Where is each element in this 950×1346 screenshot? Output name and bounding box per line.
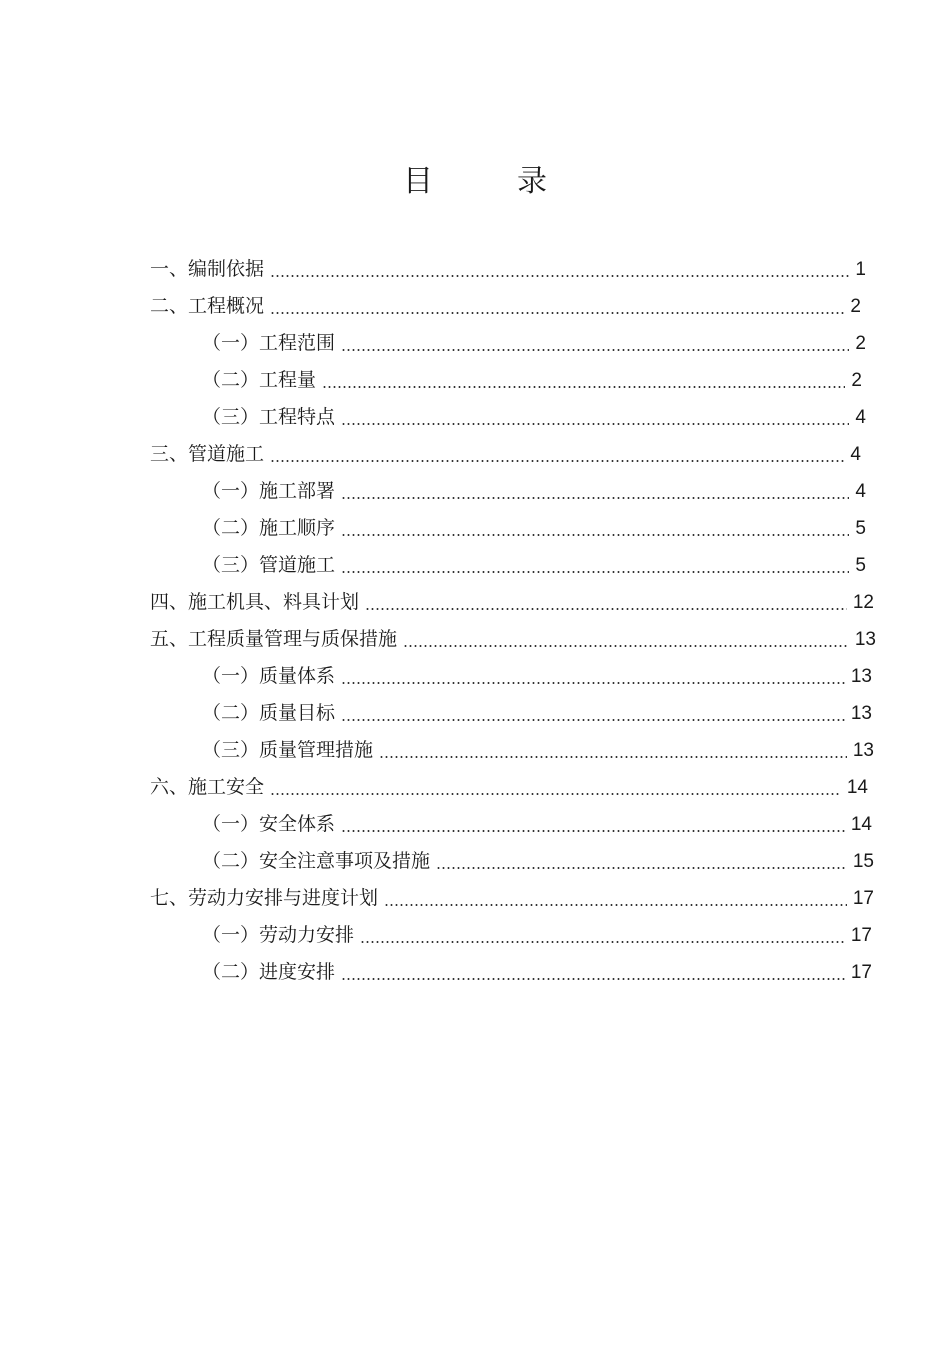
- toc-entry[interactable]: [0, 251, 950, 288]
- toc-entry-page: 5: [855, 518, 866, 539]
- toc-entry-page: 13: [854, 629, 876, 650]
- toc-entry-label: （三）管道施工: [202, 554, 336, 576]
- dot-leader: [360, 941, 845, 943]
- dot-leader: [341, 682, 845, 684]
- toc-entry-page: 17: [850, 962, 872, 983]
- toc-entry[interactable]: [0, 547, 950, 584]
- dot-leader: [270, 460, 844, 462]
- dot-leader: [341, 534, 849, 536]
- toc-entry[interactable]: [0, 288, 950, 325]
- toc-entry-page: 15: [852, 851, 874, 872]
- dot-leader: [341, 719, 845, 721]
- toc-entry[interactable]: [0, 362, 950, 399]
- toc-entry-label: 五、工程质量管理与质保措施: [150, 628, 398, 650]
- toc-entry-label: 一、编制依据: [150, 258, 265, 280]
- toc-entry-page: 14: [850, 814, 872, 835]
- toc-entry-label: 四、施工机具、料具计划: [150, 591, 360, 613]
- dot-leader: [365, 608, 847, 610]
- toc-heading-char-1: 目: [403, 164, 433, 199]
- toc-entry-label: （二）工程量: [202, 369, 317, 391]
- dot-leader: [270, 793, 841, 795]
- toc-entry-page: 2: [855, 333, 866, 354]
- toc-entry[interactable]: [0, 880, 950, 917]
- toc-entry-label: 二、工程概况: [150, 295, 265, 317]
- dot-leader: [341, 349, 849, 351]
- toc-entry-page: 4: [855, 481, 866, 502]
- toc-entry-page: 2: [850, 296, 861, 317]
- dot-leader: [341, 423, 849, 425]
- toc-entry-label: （一）劳动力安排: [202, 924, 355, 946]
- toc-entry-label: （一）施工部署: [202, 480, 336, 502]
- toc-entry-label: 六、施工安全: [150, 776, 265, 798]
- toc-entry-page: 5: [855, 555, 866, 576]
- toc-entry[interactable]: [0, 954, 950, 991]
- toc-entry-page: 17: [852, 888, 874, 909]
- toc-heading-char-2: 录: [517, 164, 547, 199]
- toc-entry[interactable]: [0, 695, 950, 732]
- toc-entry-label: （一）质量体系: [202, 665, 336, 687]
- toc-entry[interactable]: [0, 621, 950, 658]
- toc-entry-label: （一）安全体系: [202, 813, 336, 835]
- toc-entry-page: 2: [851, 370, 862, 391]
- dot-leader: [341, 571, 849, 573]
- toc-entry[interactable]: [0, 436, 950, 473]
- toc-entry-label: （二）进度安排: [202, 961, 336, 983]
- toc-entry-label: 七、劳动力安排与进度计划: [150, 887, 379, 909]
- toc-entry[interactable]: [0, 325, 950, 362]
- dot-leader: [403, 645, 849, 647]
- toc-entry[interactable]: [0, 917, 950, 954]
- toc-entry-page: 17: [850, 925, 872, 946]
- toc-entry[interactable]: [0, 510, 950, 547]
- toc-entry-page: 4: [855, 407, 866, 428]
- dot-leader: [270, 312, 844, 314]
- toc-entry-label: （三）工程特点: [202, 406, 336, 428]
- toc-entry-label: （一）工程范围: [202, 332, 336, 354]
- toc-heading: [0, 160, 950, 204]
- dot-leader: [270, 275, 849, 277]
- dot-leader: [341, 497, 849, 499]
- dot-leader: [379, 756, 847, 758]
- toc-entry-page: 4: [850, 444, 861, 465]
- toc-entry-page: 13: [850, 703, 872, 724]
- toc-entry[interactable]: [0, 806, 950, 843]
- toc-entry[interactable]: [0, 399, 950, 436]
- toc-entry[interactable]: [0, 732, 950, 769]
- dot-leader: [436, 867, 847, 869]
- toc-entry-page: 1: [855, 259, 866, 280]
- toc-entry-label: （二）施工顺序: [202, 517, 336, 539]
- table-of-contents: [0, 251, 950, 991]
- dot-leader: [322, 386, 845, 388]
- toc-entry-label: （二）质量目标: [202, 702, 336, 724]
- toc-entry[interactable]: [0, 658, 950, 695]
- toc-entry[interactable]: [0, 843, 950, 880]
- toc-entry-label: （三）质量管理措施: [202, 739, 374, 761]
- toc-entry[interactable]: [0, 473, 950, 510]
- toc-entry-page: 13: [850, 666, 872, 687]
- dot-leader: [341, 978, 845, 980]
- toc-entry[interactable]: [0, 584, 950, 621]
- toc-entry-page: 12: [852, 592, 874, 613]
- dot-leader: [341, 830, 845, 832]
- toc-entry[interactable]: [0, 769, 950, 806]
- toc-entry-page: 14: [846, 777, 868, 798]
- toc-entry-label: 三、管道施工: [150, 443, 265, 465]
- toc-entry-page: 13: [852, 740, 874, 761]
- toc-entry-label: （二）安全注意事项及措施: [202, 850, 431, 872]
- dot-leader: [384, 904, 847, 906]
